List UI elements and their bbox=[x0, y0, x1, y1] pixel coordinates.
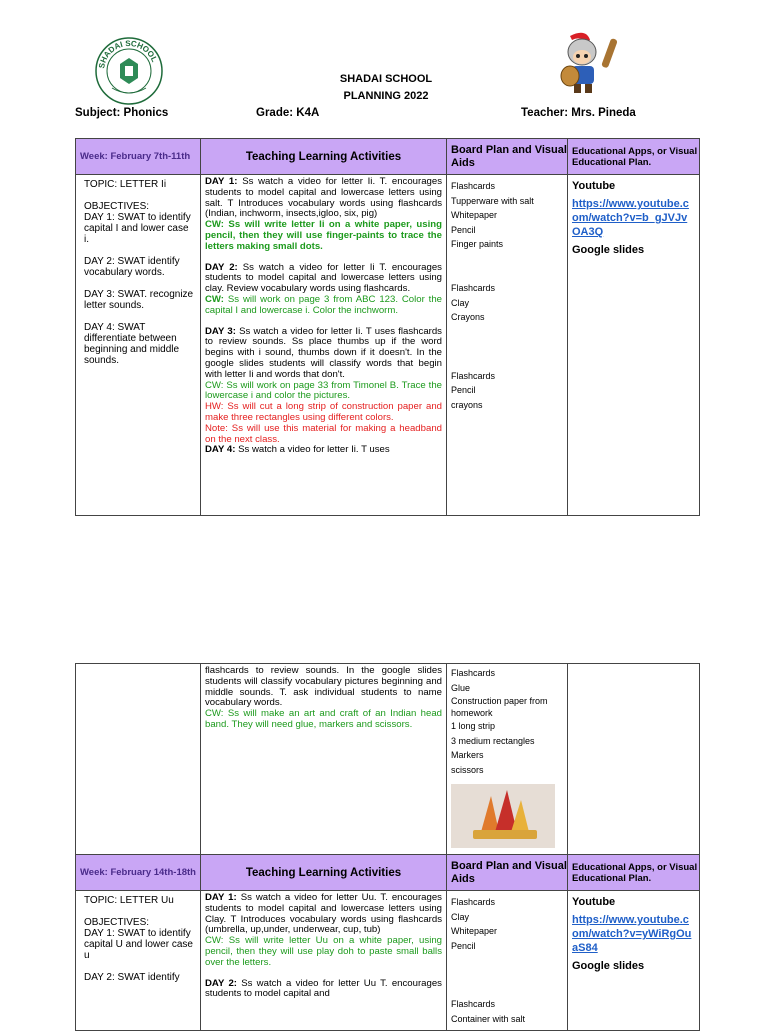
headband-craft-image bbox=[451, 784, 555, 848]
day3-note: Note: Ss will use this material for making a headband on the next class. bbox=[205, 422, 442, 445]
board-cell bbox=[447, 891, 568, 1031]
board-item: Pencil bbox=[451, 940, 476, 951]
youtube-link[interactable]: https://www.youtube.com/watch?v=b_gJVJvOA3Q bbox=[572, 198, 689, 238]
board-item: Glue bbox=[451, 682, 471, 693]
day1-activity: Ss watch a video for letter Uu. T. encourages students to model capital and lowercase letters using Clay. T Introduces vocabulary words using flashcards (umbrella, up,under, underwear, cup, tub) bbox=[205, 892, 442, 936]
day2-activity: Ss watch a video for letter Uu T. encourages students to model capital and bbox=[205, 977, 442, 1000]
day2-activity: Ss watch a video for letter Ii T. encourages students to model capital and lowercase letters using clay. Review vocabulary words using flashcards. bbox=[205, 261, 442, 295]
board-item: crayons bbox=[451, 399, 483, 410]
board-item: Tupperware with salt bbox=[451, 195, 534, 206]
board-item: Flashcards bbox=[451, 897, 496, 907]
day4-activity: Ss watch a video for letter Ii. T uses bbox=[238, 444, 390, 456]
activities-cell bbox=[201, 891, 447, 1031]
day4-classwork: CW: Ss will make an art and craft of an Indian head band. They will need glue, markers and scissors. bbox=[205, 708, 442, 730]
day4-activity-continued: flashcards to review sounds. In the google slides students will classify vocabulary pictures beginning and middle sounds. T. ask individual students to name vocabulary words. bbox=[205, 665, 442, 709]
teaching-header: Teaching Learning Activities bbox=[201, 139, 447, 175]
day1-classwork: CW: Ss will write letter Ii on a white paper, using pencil, then they will use finger-paints to trace the letters making small dots. bbox=[205, 219, 442, 252]
board-item: Whitepaper bbox=[451, 926, 498, 937]
school-logo bbox=[94, 36, 164, 106]
board-item: Flashcards bbox=[451, 999, 496, 1010]
day1-label: DAY 1: bbox=[205, 176, 238, 187]
planning-table-week1 bbox=[75, 138, 700, 516]
continuation-topic-cell bbox=[76, 664, 201, 855]
continuation-apps-cell bbox=[568, 664, 700, 855]
day2-classwork: Ss will work on page 3 from ABC 123. Color the capital I and lowercase i. Color the inchworm. bbox=[205, 293, 442, 316]
board-item: Pencil bbox=[451, 224, 476, 235]
board-header: Board Plan and Visual Aids bbox=[447, 855, 568, 891]
board-item: Finger paints bbox=[451, 239, 504, 250]
board-item: Flashcards bbox=[451, 668, 496, 678]
continuation-board-cell bbox=[447, 664, 568, 855]
board-item: Clay bbox=[451, 297, 470, 308]
apps-header: Educational Apps, or Visual Educational Plan. bbox=[568, 139, 700, 175]
board-item: Pencil bbox=[451, 385, 476, 396]
topic-cell bbox=[76, 175, 201, 516]
subject-field: Subject: Phonics bbox=[75, 107, 169, 119]
planning-year: PLANNING 2022 bbox=[343, 90, 429, 102]
board-item: Construction paper from homework bbox=[451, 696, 548, 719]
day1-classwork: CW: Ss will write letter Uu on a white paper, using pencil, then they will use play doh to paste small balls over the letters. bbox=[205, 935, 442, 968]
week-header: Week: February 7th-11th bbox=[76, 139, 201, 175]
day2-label: DAY 2: bbox=[205, 977, 237, 989]
topic-title: TOPIC: LETTER Uu bbox=[84, 895, 174, 906]
board-item: Crayons bbox=[451, 312, 485, 323]
continuation-activities-cell bbox=[201, 664, 447, 855]
day3-activity: Ss watch a video for letter Ii. T uses flashcards to review sounds. Ss place thumbs up if the word begins with i sound, thumbs down if it doesn't. In the google slides students will classify words that begin with letter Ii and words that don't. bbox=[205, 325, 442, 380]
google-slides-label: Google slides bbox=[572, 960, 645, 972]
board-cell bbox=[447, 175, 568, 516]
board-header: Board Plan and Visual Aids bbox=[447, 139, 568, 175]
mascot-image bbox=[556, 30, 632, 96]
youtube-link[interactable]: https://www.youtube.com/watch?v=yWiRgOuaS84 bbox=[572, 914, 692, 954]
apps-header: Educational Apps, or Visual Educational Plan. bbox=[568, 855, 700, 891]
board-item: 1 long strip bbox=[451, 721, 496, 732]
apps-cell bbox=[568, 175, 700, 516]
activities-cell bbox=[201, 175, 447, 516]
board-item: Container with salt bbox=[451, 1013, 526, 1024]
board-item: Flashcards bbox=[451, 282, 496, 293]
day1-activity: Ss watch a video for letter Ii. T. encourages students to model capital and lowercase letters using salt. T Introduces vocabulary words using flashcards (Indian, inchworm, insects,igloo, six, pig) bbox=[205, 176, 442, 220]
grade-field: Grade: K4A bbox=[256, 107, 320, 119]
board-item: Whitepaper bbox=[451, 210, 498, 221]
objective-day1: DAY 1: SWAT to identify capital U and lower case u bbox=[84, 928, 193, 961]
school-name: SHADAI SCHOOL bbox=[339, 73, 433, 85]
objectives-label: OBJECTIVES: bbox=[84, 201, 150, 212]
day1-label: DAY 1: bbox=[205, 892, 237, 903]
topic-cell bbox=[76, 891, 201, 1031]
svg-text:SHADAI SCHOOL: SHADAI SCHOOL bbox=[97, 38, 160, 70]
board-item: scissors bbox=[451, 764, 484, 775]
topic-title: TOPIC: LETTER Ii bbox=[84, 179, 167, 190]
objective-day1: DAY 1: SWAT to identify capital I and lower case i. bbox=[84, 212, 191, 245]
youtube-label: Youtube bbox=[572, 896, 616, 908]
day3-label: DAY 3: bbox=[205, 325, 236, 337]
day3-homework: HW: Ss will cut a long strip of construction paper and make three rectangles using different colors. bbox=[205, 401, 442, 423]
board-item: Clay bbox=[451, 911, 470, 922]
day3-classwork: CW: Ss will work on page 33 from Timonel B. Trace the lowercase i and color the pictures. bbox=[205, 379, 442, 402]
planning-table-week2 bbox=[75, 663, 700, 1031]
board-item: Markers bbox=[451, 750, 484, 761]
board-item: Flashcards bbox=[451, 181, 496, 191]
apps-cell bbox=[568, 891, 700, 1031]
objective-day2: DAY 2: SWAT identify vocabulary words. bbox=[84, 256, 180, 278]
objective-day3: DAY 3: SWAT. recognize letter sounds. bbox=[84, 289, 194, 311]
youtube-label: Youtube bbox=[572, 180, 616, 192]
objective-day4: DAY 4: SWAT differentiate between beginning and middle sounds. bbox=[84, 322, 180, 366]
day2-classwork-label: CW: bbox=[205, 293, 225, 305]
teaching-header: Teaching Learning Activities bbox=[201, 855, 447, 891]
teacher-field: Teacher: Mrs. Pineda bbox=[521, 107, 636, 119]
board-item: 3 medium rectangles bbox=[451, 735, 535, 746]
board-item: Flashcards bbox=[451, 370, 496, 381]
google-slides-label: Google slides bbox=[572, 244, 645, 256]
day4-label: DAY 4: bbox=[205, 444, 236, 456]
day2-label: DAY 2: bbox=[205, 261, 238, 273]
objectives-label: OBJECTIVES: bbox=[84, 917, 150, 928]
objective-day2: DAY 2: SWAT identify bbox=[84, 972, 180, 983]
week-header: Week: February 14th-18th bbox=[76, 855, 201, 891]
